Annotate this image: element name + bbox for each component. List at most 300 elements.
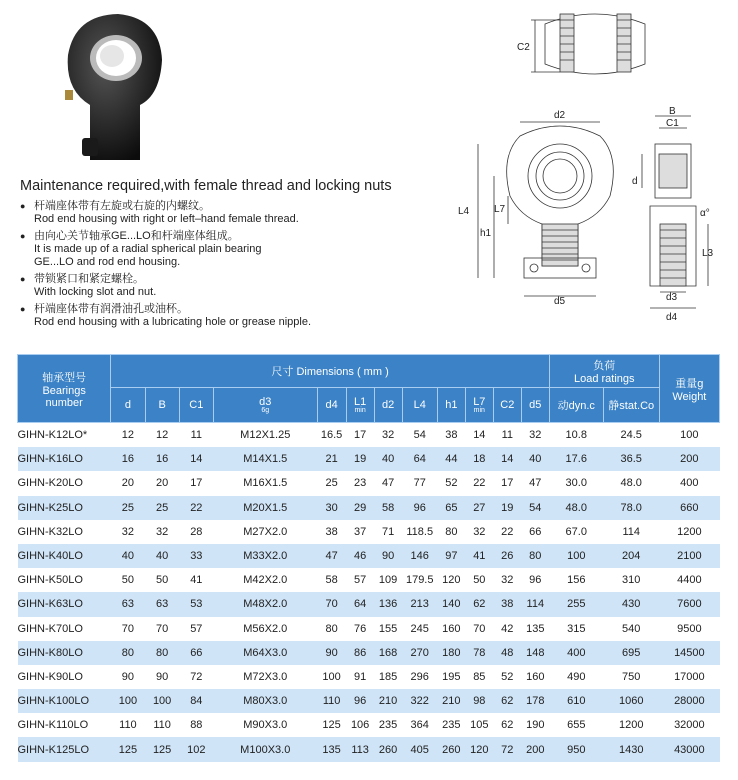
table-cell: 47 — [381, 477, 395, 490]
row-model-cell: GIHN-K100LO — [18, 689, 111, 713]
label-alpha: α° — [700, 208, 710, 219]
table-cell: 20 — [155, 477, 169, 490]
table-cell: 17 — [190, 477, 203, 490]
table-cell: 70 — [155, 622, 169, 635]
rod-end-photo — [60, 10, 170, 170]
table-cell: 71 — [381, 525, 395, 538]
table-cell: 430 — [603, 592, 659, 616]
table-cell: 42 — [501, 622, 514, 635]
table-cell: 14 — [493, 447, 521, 471]
bullet-icon: ● — [20, 274, 26, 284]
feature-item — [20, 273, 440, 299]
table-cell: 405 — [402, 737, 437, 761]
table-cell: 10.8 — [565, 429, 587, 442]
table-cell: 125 — [111, 737, 145, 761]
table-cell: 160 — [526, 670, 545, 683]
feature-en: Rod end housing with a lubricating hole or grease nipple. — [34, 316, 312, 328]
column-header-row — [18, 388, 720, 423]
row-model-cell: GIHN-K50LO — [17, 574, 83, 587]
table-cell: 11 — [501, 429, 514, 442]
table-cell: 90 — [121, 670, 135, 683]
column-header — [603, 388, 659, 423]
table-cell: M33X2.0 — [213, 544, 317, 568]
table-cell: 178 — [521, 689, 549, 713]
table-cell: 185 — [378, 670, 398, 683]
table-cell: 110 — [317, 689, 346, 713]
table-cell: 610 — [549, 689, 603, 713]
column-header-label: d5 — [529, 399, 542, 411]
table-cell: 50 — [473, 574, 486, 587]
table-cell: 91 — [353, 670, 367, 683]
table-row — [18, 568, 720, 592]
table-cell: 62 — [465, 592, 493, 616]
specs-table-wrap — [17, 354, 720, 762]
column-header — [317, 388, 346, 423]
table-cell: M80X3.0 — [213, 689, 317, 713]
table-cell: 70 — [317, 592, 346, 616]
table-cell: 36.5 — [603, 447, 659, 471]
table-cell: 52 — [501, 670, 514, 683]
table-cell: 322 — [402, 689, 437, 713]
table-cell: 48 — [493, 641, 521, 665]
table-row — [18, 544, 720, 568]
table-cell: 210 — [374, 689, 402, 713]
table-cell: 72 — [493, 737, 521, 761]
table-cell: 135 — [317, 737, 346, 761]
table-cell: 67.0 — [565, 525, 587, 538]
table-cell: 315 — [567, 622, 586, 635]
feature-zh: 由向心关节轴承GE...LO和杆端座体组成。 — [34, 230, 239, 242]
table-cell: 32 — [473, 525, 486, 538]
table-cell: 4400 — [677, 574, 702, 587]
table-cell: 11 — [190, 429, 203, 442]
table-cell: M64X3.0 — [213, 641, 317, 665]
table-cell: 97 — [437, 544, 465, 568]
table-cell: 22 — [179, 496, 213, 520]
label-c1: C1 — [666, 118, 679, 129]
column-header-label: C2 — [500, 399, 515, 411]
column-header-label: L1 — [353, 396, 367, 408]
column-header — [465, 388, 493, 423]
table-cell: 179.5 — [405, 574, 434, 587]
column-header — [145, 388, 179, 423]
table-cell: 120 — [442, 574, 461, 587]
table-cell: 210 — [437, 689, 465, 713]
table-row — [18, 641, 720, 665]
table-cell: 38 — [445, 429, 458, 442]
table-cell: 1430 — [603, 737, 659, 761]
table-cell: 50 — [155, 574, 169, 587]
table-cell: 80 — [145, 641, 179, 665]
table-cell: 118.5 — [406, 525, 434, 538]
table-cell: 72 — [190, 670, 203, 683]
row-model-cell: GIHN-K32LO — [17, 525, 83, 538]
feature-en: Rod end housing with right or left–hand female thread. — [34, 213, 299, 225]
table-cell: 190 — [526, 719, 545, 732]
table-cell: 41 — [190, 574, 203, 587]
table-cell: 200 — [521, 737, 549, 761]
table-cell: 245 — [410, 622, 429, 635]
column-header — [346, 388, 374, 423]
table-cell: 58 — [374, 496, 402, 520]
table-cell: 40 — [374, 447, 402, 471]
table-cell: 260 — [374, 737, 402, 761]
column-header — [437, 388, 465, 423]
table-cell: 125 — [322, 719, 341, 732]
table-cell: 64 — [402, 447, 437, 471]
table-cell: 213 — [402, 592, 437, 616]
table-cell: 148 — [521, 641, 549, 665]
table-row — [18, 592, 720, 616]
table-cell: 260 — [437, 737, 465, 761]
label-d3: d3 — [666, 292, 678, 303]
column-header-label: d2 — [381, 399, 395, 411]
table-cell: 98 — [465, 689, 493, 713]
table-cell: 17000 — [674, 670, 705, 683]
table-cell: 9500 — [677, 622, 702, 635]
table-cell: 695 — [603, 641, 659, 665]
table-cell: 660 — [659, 496, 719, 520]
table-cell: M20X1.5 — [213, 496, 317, 520]
table-cell: 270 — [402, 641, 437, 665]
feature-zh: 杆端座体带有润滑油孔或油杯。 — [34, 303, 188, 315]
table-cell: 14500 — [659, 641, 719, 665]
table-cell: 40 — [111, 544, 145, 568]
table-cell: 19 — [493, 496, 521, 520]
table-cell: 54 — [521, 496, 549, 520]
table-cell: 14 — [473, 429, 486, 442]
table-cell: 14 — [179, 447, 213, 471]
table-cell: M12X1.25 — [240, 429, 291, 442]
table-cell: M48X2.0 — [213, 592, 317, 616]
table-row — [18, 665, 720, 689]
table-cell: 255 — [549, 592, 603, 616]
column-header — [549, 388, 603, 423]
table-cell: 38 — [325, 525, 338, 538]
row-model-cell: GIHN-K12LO* — [17, 429, 88, 442]
column-header-sub: min — [473, 407, 485, 414]
table-cell: 32 — [155, 525, 169, 538]
column-header-label: d — [124, 399, 131, 411]
column-header-label: C1 — [189, 399, 204, 411]
table-cell: 17 — [501, 477, 514, 490]
table-cell: 106 — [350, 719, 370, 732]
table-cell: 96 — [402, 496, 437, 520]
label-d4: d4 — [666, 312, 678, 323]
table-cell: 48.0 — [549, 496, 603, 520]
table-cell: 400 — [549, 641, 603, 665]
table-cell: 400 — [680, 477, 699, 490]
table-cell: 43000 — [659, 737, 719, 761]
label-c2: C2 — [517, 42, 530, 53]
table-cell: 78.0 — [603, 496, 659, 520]
table-cell: 38 — [493, 592, 521, 616]
table-cell: 26 — [493, 544, 521, 568]
table-cell: 27 — [465, 496, 493, 520]
table-cell: 33 — [179, 544, 213, 568]
table-cell: 77 — [413, 477, 426, 490]
table-cell: 28 — [190, 525, 203, 538]
table-cell: 156 — [567, 574, 586, 587]
feature-zh: 杆端座体带有左旋或右旋的内螺纹。 — [34, 200, 210, 212]
row-model-cell: GIHN-K90LO — [17, 670, 83, 683]
table-cell: 17.6 — [549, 447, 603, 471]
table-cell: 62 — [493, 689, 521, 713]
bullet-icon: ● — [20, 231, 26, 241]
table-cell: 136 — [374, 592, 402, 616]
table-cell: 40 — [145, 544, 179, 568]
table-cell: 204 — [603, 544, 659, 568]
table-cell: 40 — [521, 447, 549, 471]
table-cell: 85 — [473, 670, 486, 683]
table-cell: 90 — [155, 670, 169, 683]
bullet-icon: ● — [20, 201, 26, 211]
feature-zh: 带锁紧口和紧定螺栓。 — [34, 273, 144, 285]
table-cell: 1200 — [618, 719, 644, 732]
column-header-label: 静stat.Co — [608, 400, 655, 412]
table-cell: 88 — [190, 719, 203, 732]
table-cell: 29 — [346, 496, 374, 520]
bullet-icon: ● — [20, 304, 26, 314]
row-model-cell: GIHN-K40LO — [18, 544, 111, 568]
table-cell: 23 — [353, 477, 367, 490]
header-load: 负荷 Load ratings — [549, 355, 659, 388]
table-row — [18, 471, 720, 495]
label-l4: L4 — [458, 206, 470, 217]
table-cell: 22 — [473, 477, 486, 490]
table-cell: 57 — [353, 574, 367, 587]
table-cell: 54 — [413, 429, 426, 442]
table-cell: 70 — [121, 622, 135, 635]
row-model-cell: GIHN-K80LO — [18, 641, 111, 665]
table-cell: 110 — [153, 719, 171, 732]
column-header-label: 动dyn.c — [557, 400, 595, 412]
table-cell: 48.0 — [620, 477, 642, 490]
column-header — [213, 388, 317, 423]
table-cell: 78 — [465, 641, 493, 665]
table-cell: 66 — [179, 641, 213, 665]
table-cell: 32 — [501, 574, 514, 587]
table-cell: M100X3.0 — [213, 737, 317, 761]
feature-item — [20, 200, 440, 226]
table-cell: 100 — [549, 544, 603, 568]
feature-list — [20, 200, 440, 333]
table-cell: 25 — [111, 496, 145, 520]
table-cell: 37 — [353, 525, 367, 538]
header-dimensions: 尺寸 Dimensions ( mm ) — [111, 355, 550, 388]
table-cell: 168 — [374, 641, 402, 665]
table-cell: 125 — [145, 737, 179, 761]
table-row — [18, 617, 720, 641]
table-cell: 66 — [529, 525, 542, 538]
table-cell: 52 — [445, 477, 458, 490]
table-row — [18, 447, 720, 471]
table-cell: 100 — [322, 670, 341, 683]
table-cell: 20 — [121, 477, 135, 490]
table-cell: 70 — [473, 622, 486, 635]
table-body — [18, 423, 720, 762]
table-cell: 41 — [465, 544, 493, 568]
table-cell: 155 — [378, 622, 398, 635]
table-cell: 16 — [145, 447, 179, 471]
table-cell: 86 — [346, 641, 374, 665]
table-cell: 46 — [346, 544, 374, 568]
table-cell: 24.5 — [620, 429, 642, 442]
row-model-cell: GIHN-K125LO — [18, 737, 111, 761]
column-header — [402, 388, 437, 423]
table-cell: 113 — [346, 737, 374, 761]
table-cell: 310 — [622, 574, 641, 587]
table-cell: M72X3.0 — [243, 670, 288, 683]
label-d: d — [632, 176, 638, 187]
feature-item — [20, 230, 440, 269]
table-row — [18, 496, 720, 520]
table-cell: 80 — [111, 641, 145, 665]
table-cell: 90 — [374, 544, 402, 568]
table-cell: 32000 — [674, 719, 705, 732]
table-cell: 105 — [470, 719, 489, 732]
table-cell: 47 — [529, 477, 542, 490]
table-cell: 950 — [549, 737, 603, 761]
table-cell: 100 — [145, 689, 179, 713]
row-model-cell: GIHN-K63LO — [18, 592, 111, 616]
table-cell: 25 — [145, 496, 179, 520]
feature-en: It is made up of a radial spherical plain bearing GE...LO and rod end housing. — [34, 243, 262, 268]
table-cell: 296 — [410, 670, 429, 683]
table-cell: 110 — [119, 719, 137, 732]
table-cell: 102 — [179, 737, 213, 761]
table-cell: 50 — [121, 574, 135, 587]
table-cell: 84 — [179, 689, 213, 713]
table-cell: 80 — [325, 622, 338, 635]
table-cell: 44 — [437, 447, 465, 471]
label-h1: h1 — [480, 228, 492, 239]
table-cell: 120 — [465, 737, 493, 761]
table-cell: 235 — [442, 719, 461, 732]
table-cell: M16X1.5 — [243, 477, 288, 490]
table-cell: 30 — [317, 496, 346, 520]
specs-table — [17, 354, 720, 762]
table-cell: 100 — [680, 429, 699, 442]
table-cell: 140 — [437, 592, 465, 616]
label-d5: d5 — [554, 296, 566, 307]
table-cell: 53 — [179, 592, 213, 616]
table-cell: M56X2.0 — [243, 622, 288, 635]
clamp-detail-drawing — [515, 6, 675, 86]
table-cell: M14X1.5 — [213, 447, 317, 471]
table-cell: 57 — [190, 622, 203, 635]
column-header-label: d3 — [259, 396, 272, 408]
table-cell: 17 — [353, 429, 367, 442]
table-cell: 114 — [521, 592, 549, 616]
column-header — [493, 388, 521, 423]
table-cell: 16.5 — [320, 429, 343, 442]
table-cell: 90 — [317, 641, 346, 665]
table-cell: 100 — [111, 689, 145, 713]
header-model: 轴承型号 Bearings number — [18, 355, 111, 423]
table-cell: M90X3.0 — [243, 719, 288, 732]
table-cell: 19 — [346, 447, 374, 471]
table-cell: 195 — [442, 670, 461, 683]
table-cell: 63 — [145, 592, 179, 616]
table-cell: 32 — [529, 429, 542, 442]
table-cell: 109 — [378, 574, 398, 587]
table-cell: 7600 — [659, 592, 719, 616]
column-header — [521, 388, 549, 423]
table-row — [18, 689, 720, 713]
table-cell: 62 — [501, 719, 514, 732]
table-cell: 65 — [437, 496, 465, 520]
column-header-label: h1 — [445, 399, 458, 411]
label-d2: d2 — [554, 110, 566, 121]
table-cell: 80 — [521, 544, 549, 568]
table-cell: 12 — [155, 429, 169, 442]
table-cell: 146 — [402, 544, 437, 568]
column-header-label: L4 — [413, 399, 426, 411]
column-header-sub: min — [354, 407, 366, 414]
table-cell: 25 — [325, 477, 338, 490]
table-cell: 12 — [121, 429, 135, 442]
table-cell: 96 — [346, 689, 374, 713]
column-header-sub: 6g — [261, 407, 270, 414]
row-model-cell: GIHN-K20LO — [17, 477, 83, 490]
header-weight: 重量g Weight — [659, 355, 719, 423]
table-cell: 63 — [111, 592, 145, 616]
table-cell: 114 — [622, 525, 640, 538]
row-model-cell: GIHN-K70LO — [17, 622, 83, 635]
column-header-label: d4 — [325, 399, 338, 411]
table-cell: M27X2.0 — [243, 525, 288, 538]
table-cell: 2100 — [659, 544, 719, 568]
table-cell: 235 — [378, 719, 398, 732]
table-cell: 655 — [567, 719, 586, 732]
table-cell: 32 — [381, 429, 395, 442]
row-model-cell: GIHN-K25LO — [18, 496, 111, 520]
column-header-label: L7 — [473, 396, 486, 408]
table-cell: 47 — [317, 544, 346, 568]
row-model-cell: GIHN-K16LO — [18, 447, 111, 471]
table-cell: 21 — [317, 447, 346, 471]
column-header — [374, 388, 402, 423]
column-header — [179, 388, 213, 423]
table-cell: 32 — [121, 525, 135, 538]
table-cell: 18 — [465, 447, 493, 471]
table-cell: 160 — [442, 622, 461, 635]
table-row — [18, 423, 720, 448]
table-cell: 364 — [410, 719, 429, 732]
table-cell: M42X2.0 — [243, 574, 288, 587]
table-cell: 22 — [501, 525, 514, 538]
column-header — [111, 388, 145, 423]
table-cell: 64 — [346, 592, 374, 616]
label-l3: L3 — [702, 248, 714, 259]
column-header-label: B — [158, 399, 166, 411]
table-row — [18, 713, 720, 737]
table-cell: 58 — [325, 574, 338, 587]
label-l7: L7 — [494, 204, 506, 215]
table-cell: 750 — [622, 670, 641, 683]
table-cell: 540 — [622, 622, 641, 635]
table-cell: 490 — [567, 670, 586, 683]
table-row — [18, 737, 720, 761]
page-heading: Maintenance required,with female thread and locking nuts — [20, 178, 392, 194]
table-cell: 30.0 — [565, 477, 587, 490]
feature-en: With locking slot and nut. — [34, 286, 157, 298]
table-cell: 80 — [445, 525, 458, 538]
table-cell: 1200 — [677, 525, 702, 538]
table-cell: 1060 — [603, 689, 659, 713]
label-b: B — [669, 106, 676, 117]
